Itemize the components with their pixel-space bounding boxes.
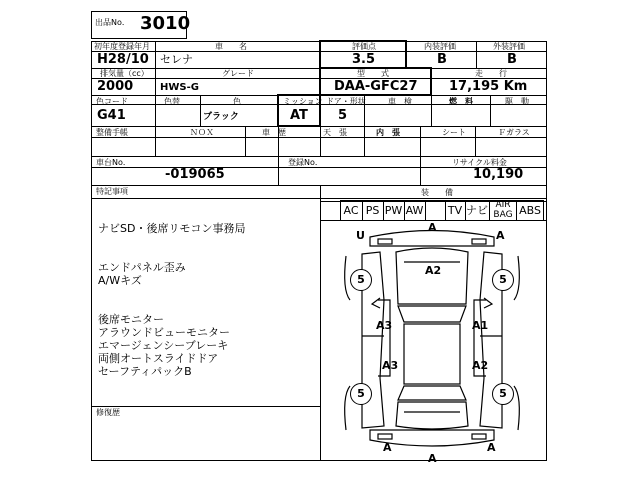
reg-year-label: 初年度登録年月 <box>94 42 150 51</box>
note-line <box>98 287 245 300</box>
drive-label: 駆 動 <box>505 97 529 106</box>
mileage-label: 走 行 <box>475 69 507 78</box>
repair-label: 修復歴 <box>96 408 120 417</box>
note-line: エンドパネル歪み <box>98 261 186 274</box>
car-name: セレナ <box>160 53 193 66</box>
fuel-label: 燃 料 <box>449 97 473 106</box>
chassis-label: 車台No． <box>96 158 131 167</box>
mark-front-bumper: A <box>428 221 437 234</box>
note-line: エマージェンシーブレーキ <box>98 339 229 352</box>
grade-label: グレード <box>222 69 254 78</box>
roof-label: 天 張 <box>323 128 347 137</box>
mileage: 17,195 Km <box>449 79 528 94</box>
recycle: 10,190 <box>473 167 524 182</box>
note-line: ナビSD・後席リモコン事務局 <box>98 222 246 235</box>
mark-front-left-u: U <box>356 229 365 242</box>
note-line: 両側オートスライドドア <box>98 352 219 365</box>
equipment-label: 装 備 <box>421 188 453 197</box>
grade: HWS-G <box>160 82 199 93</box>
glass-label: Ｆガラス <box>498 128 530 137</box>
interior-score: B <box>437 52 447 67</box>
inspection-label: 車 検 <box>388 97 412 106</box>
history-label: 車 歴 <box>262 128 286 137</box>
interior-trim-label: 内 張 <box>376 128 400 137</box>
color-code: G41 <box>97 108 126 123</box>
reg-year: H28/10 <box>97 52 149 67</box>
equip-navi: ナビ <box>466 204 488 217</box>
note-line <box>98 235 245 248</box>
chassis: -019065 <box>165 167 225 182</box>
interior-score-label: 内装評価 <box>424 42 456 51</box>
mission-label: ミッション <box>283 97 323 106</box>
equip-tv: TV <box>447 204 463 217</box>
equip-aw: AW <box>405 204 424 217</box>
model: DAA-GFC27 <box>334 79 418 94</box>
note-line: アラウンドビューモニター <box>98 326 230 339</box>
mark-left-front-door: A3 <box>376 319 393 332</box>
recycle-label: リサイクル料金 <box>452 158 507 167</box>
mark-rear-right: A <box>487 441 496 454</box>
color: ブラック <box>203 112 239 122</box>
reg-no-label: 登録No． <box>288 158 323 167</box>
cc-label: 排気量（cc） <box>100 69 149 78</box>
note-line: A/Wキズ <box>98 274 142 287</box>
equip-ps: PS <box>365 204 380 217</box>
equip-airbag: AIR BAG <box>493 200 513 220</box>
mission: AT <box>290 108 308 123</box>
score: 3.5 <box>352 52 376 67</box>
exterior-score: B <box>507 52 517 67</box>
equip-pw: PW <box>384 204 403 217</box>
tire-front-left: 5 <box>350 269 372 291</box>
exterior-score-label: 外装評価 <box>493 42 525 51</box>
notes-list <box>98 222 245 378</box>
mark-rear-bumper: A <box>428 452 437 465</box>
mark-right-rear-door: A2 <box>472 359 489 372</box>
manual-label: 整備手帳 <box>96 128 128 137</box>
mark-left-rear-door: A3 <box>382 359 399 372</box>
door: 5 <box>338 108 348 123</box>
color-code-label: 色コード <box>96 97 128 106</box>
note-line: 後席モニター <box>98 313 164 326</box>
seat-label: シート <box>442 128 466 137</box>
equip-ac: AC <box>343 204 359 217</box>
door-label: ドア・形状 <box>326 97 366 106</box>
note-line: セーフティパックB <box>98 365 192 378</box>
cc: 2000 <box>97 79 134 94</box>
lot-label: 出品No． <box>95 18 130 27</box>
note-line <box>98 300 245 313</box>
car-name-label: 車 名 <box>215 42 247 51</box>
model-label: 型 式 <box>357 69 389 78</box>
nox-label: ＮＯＸ <box>190 128 214 137</box>
note-line <box>98 248 245 261</box>
mark-rear-left: A <box>383 441 392 454</box>
score-label: 評価点 <box>352 42 376 51</box>
lot-number: 3010 <box>140 13 191 34</box>
mark-hood: A2 <box>425 264 442 277</box>
tire-rear-right: 5 <box>492 383 514 405</box>
mark-right-front-door: A1 <box>472 319 489 332</box>
tire-front-right: 5 <box>492 269 514 291</box>
notes-label: 特記事項 <box>96 187 128 196</box>
color-swap-label: 色替 <box>164 97 180 106</box>
tire-rear-left: 5 <box>350 383 372 405</box>
color-label: 色 <box>233 97 241 106</box>
mark-front-right: A <box>496 229 505 242</box>
equip-abs: ABS <box>519 204 541 217</box>
